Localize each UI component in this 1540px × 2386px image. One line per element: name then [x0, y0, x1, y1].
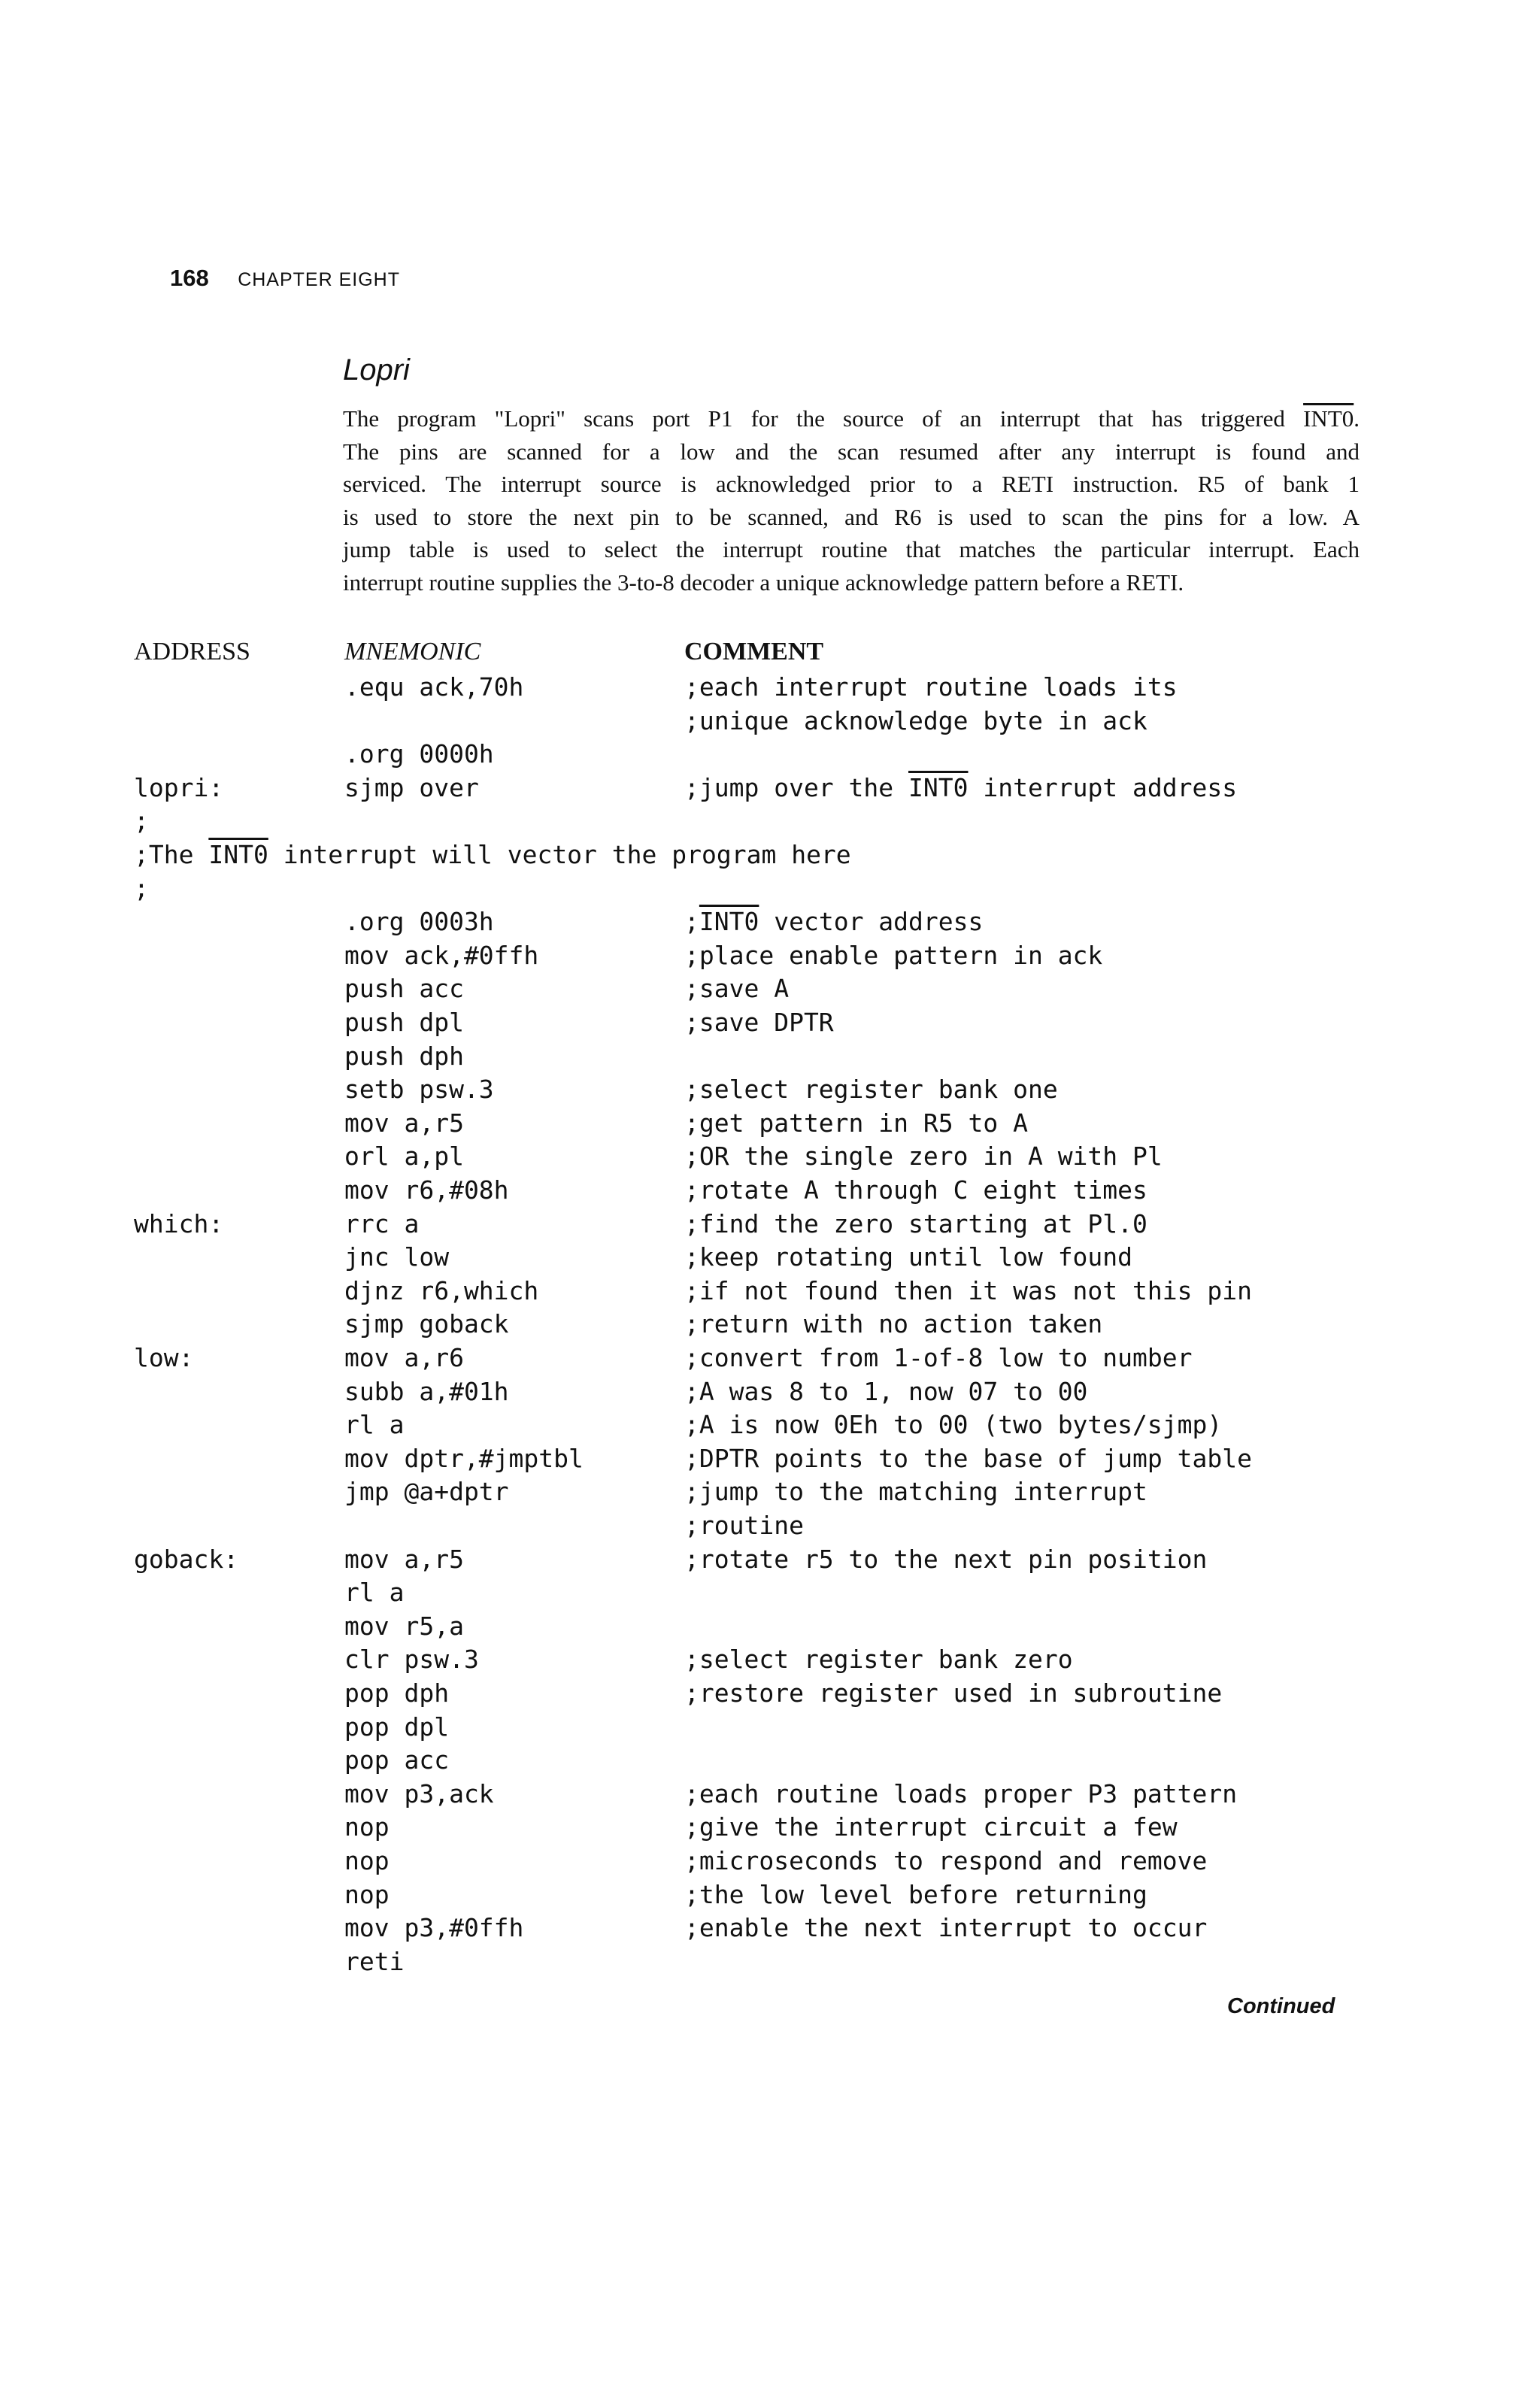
intro-line: The program "Lopri" scans port P1 for the source of an interrupt that has triggered INT0.: [343, 405, 1360, 432]
page-header: [170, 265, 400, 292]
code-mnemonic: jnc low: [344, 1242, 450, 1272]
code-mnemonic: setb psw.3: [344, 1075, 494, 1105]
code-row: [0, 1678, 1540, 1711]
code-mnemonic: push dph: [344, 1041, 464, 1071]
code-mnemonic: jmp @a+dptr: [344, 1477, 509, 1507]
section-title: Lopri: [343, 353, 410, 387]
code-comment: ;return with no action taken: [684, 1309, 1103, 1339]
code-mnemonic: push acc: [344, 974, 464, 1004]
code-mnemonic: nop: [344, 1812, 390, 1842]
code-mnemonic: mov a,r6: [344, 1343, 464, 1372]
code-row: [0, 1880, 1540, 1913]
code-mnemonic: subb a,#01h: [344, 1376, 509, 1406]
intro-line: The pins are scanned for a low and the scan resumed after any interrupt is found and: [343, 438, 1360, 465]
code-comment: ;select register bank zero: [684, 1645, 1073, 1675]
code-row: [0, 706, 1540, 739]
code-row: [0, 739, 1540, 772]
code-label: which:: [134, 1208, 224, 1238]
code-row: [0, 1645, 1540, 1678]
intro-line: jump table is used to select the interrupt routine that matches the particular interrupt. Each: [343, 536, 1360, 562]
code-mnemonic: pop dpl: [344, 1711, 450, 1742]
code-comment: ;jump over the INT0 interrupt address: [684, 772, 1238, 802]
intro-line: is used to store the next pin to be scanned, and R6 is used to scan the pins for a low. A: [343, 503, 1360, 530]
code-mnemonic: rl a: [344, 1410, 405, 1440]
code-label: goback:: [134, 1544, 239, 1574]
code-row: [0, 1578, 1540, 1611]
code-row: [0, 1410, 1540, 1443]
code-mnemonic: clr psw.3: [344, 1645, 479, 1675]
code-mnemonic: mov dptr,#jmptbl: [344, 1443, 584, 1473]
column-header-address: ADDRESS: [134, 638, 250, 665]
code-row: [0, 1779, 1540, 1812]
code-comment: ;the low level before returning: [684, 1879, 1147, 1909]
code-label: lopri:: [134, 772, 224, 802]
code-row: [0, 840, 1540, 873]
code-mnemonic: reti: [344, 1946, 405, 1976]
code-comment: ;get pattern in R5 to A: [684, 1108, 1028, 1138]
code-mnemonic: .org 0000h: [344, 739, 494, 769]
code-mnemonic: .org 0003h: [344, 907, 494, 937]
code-row: [0, 1309, 1540, 1342]
code-comment: ;DPTR points to the base of jump table: [684, 1443, 1252, 1473]
code-mnemonic: orl a,pl: [344, 1141, 464, 1172]
code-comment: ;jump to the matching interrupt: [684, 1477, 1147, 1507]
code-mnemonic: pop acc: [344, 1745, 450, 1775]
code-comment: ;enable the next interrupt to occur: [684, 1913, 1208, 1943]
code-label: ;: [134, 806, 149, 836]
code-comment: ;rotate r5 to the next pin position: [684, 1544, 1208, 1574]
code-row: [0, 1141, 1540, 1175]
code-row: [0, 1209, 1540, 1242]
code-mnemonic: mov p3,ack: [344, 1778, 494, 1808]
code-comment: ;unique acknowledge byte in ack: [684, 705, 1147, 735]
code-row: [0, 1477, 1540, 1510]
code-mnemonic: mov r5,a: [344, 1611, 464, 1641]
code-row: [0, 1377, 1540, 1410]
continued-label: Continued: [1227, 1994, 1335, 2018]
code-row: [0, 941, 1540, 974]
code-label: low:: [134, 1343, 194, 1372]
code-mnemonic: djnz r6,which: [344, 1275, 539, 1305]
code-row: [0, 1611, 1540, 1645]
column-header-mnemonic: MNEMONIC: [344, 638, 481, 665]
code-mnemonic: rl a: [344, 1578, 405, 1608]
code-row: [0, 1008, 1540, 1041]
code-comment: ;microseconds to respond and remove: [684, 1846, 1208, 1875]
code-row: [0, 874, 1540, 907]
code-mnemonic: nop: [344, 1846, 390, 1875]
code-row: [0, 1075, 1540, 1108]
code-comment: ;restore register used in subroutine: [684, 1678, 1223, 1708]
code-row: [0, 1712, 1540, 1745]
code-row: [0, 1242, 1540, 1275]
code-comment: ;rotate A through C eight times: [684, 1175, 1147, 1205]
code-mnemonic: mov ack,#0ffh: [344, 940, 539, 970]
page-number: 168: [170, 265, 209, 291]
code-comment: ;place enable pattern in ack: [684, 940, 1103, 970]
code-row: [0, 672, 1540, 705]
code-comment: ;find the zero starting at Pl.0: [684, 1208, 1147, 1238]
code-row: [0, 1745, 1540, 1778]
code-mnemonic: pop dph: [344, 1678, 450, 1708]
code-row: [0, 773, 1540, 806]
code-row: [0, 1511, 1540, 1544]
code-row: [0, 1343, 1540, 1376]
code-row: [0, 806, 1540, 839]
code-comment: ;select register bank one: [684, 1075, 1058, 1105]
code-comment: ;A is now 0Eh to 00 (two bytes/sjmp): [684, 1410, 1223, 1440]
code-comment: ;give the interrupt circuit a few: [684, 1812, 1178, 1842]
code-row: [0, 1175, 1540, 1208]
code-comment: ;keep rotating until low found: [684, 1242, 1133, 1272]
code-row: [0, 1444, 1540, 1477]
intro-paragraph: [343, 402, 1360, 599]
code-mnemonic: rrc a: [344, 1208, 420, 1238]
code-label: ;: [134, 873, 149, 903]
code-mnemonic: nop: [344, 1879, 390, 1909]
code-mnemonic: mov a,r5: [344, 1108, 464, 1138]
code-mnemonic: mov p3,#0ffh: [344, 1913, 524, 1943]
code-row: [0, 1108, 1540, 1141]
code-comment: ;routine: [684, 1511, 804, 1540]
code-comment: ;each routine loads proper P3 pattern: [684, 1778, 1238, 1808]
code-mnemonic: .equ ack,70h: [344, 672, 524, 702]
code-mnemonic: push dpl: [344, 1008, 464, 1037]
code-row: [0, 1545, 1540, 1578]
code-row: [0, 1846, 1540, 1879]
code-row: [0, 1947, 1540, 1980]
code-comment: ;each interrupt routine loads its: [684, 672, 1178, 702]
code-comment: ;save DPTR: [684, 1008, 834, 1037]
code-comment: ;if not found then it was not this pin: [684, 1275, 1252, 1305]
comment-line: ;The INT0 interrupt will vector the program here: [134, 840, 851, 869]
code-comment: ;INT0 vector address: [684, 907, 984, 937]
code-mnemonic: sjmp over: [344, 772, 479, 802]
code-row: [0, 1812, 1540, 1845]
code-row: [0, 974, 1540, 1007]
code-mnemonic: sjmp goback: [344, 1309, 509, 1339]
code-row: [0, 907, 1540, 940]
code-comment: ;convert from 1-of-8 low to number: [684, 1343, 1193, 1372]
code-comment: ;OR the single zero in A with Pl: [684, 1141, 1163, 1172]
code-row: [0, 1913, 1540, 1946]
chapter-label: CHAPTER EIGHT: [238, 269, 400, 290]
column-header-comment: COMMENT: [684, 638, 824, 665]
code-comment: ;A was 8 to 1, now 07 to 00: [684, 1376, 1088, 1406]
code-row: [0, 1041, 1540, 1075]
code-mnemonic: mov r6,#08h: [344, 1175, 509, 1205]
code-comment: ;save A: [684, 974, 790, 1004]
intro-line: serviced. The interrupt source is acknowledged prior to a RETI instruction. R5 of bank 1: [343, 471, 1360, 497]
code-row: [0, 1276, 1540, 1309]
intro-line: interrupt routine supplies the 3-to-8 decoder a unique acknowledge pattern before a RETI.: [343, 568, 1184, 596]
code-mnemonic: mov a,r5: [344, 1544, 464, 1574]
